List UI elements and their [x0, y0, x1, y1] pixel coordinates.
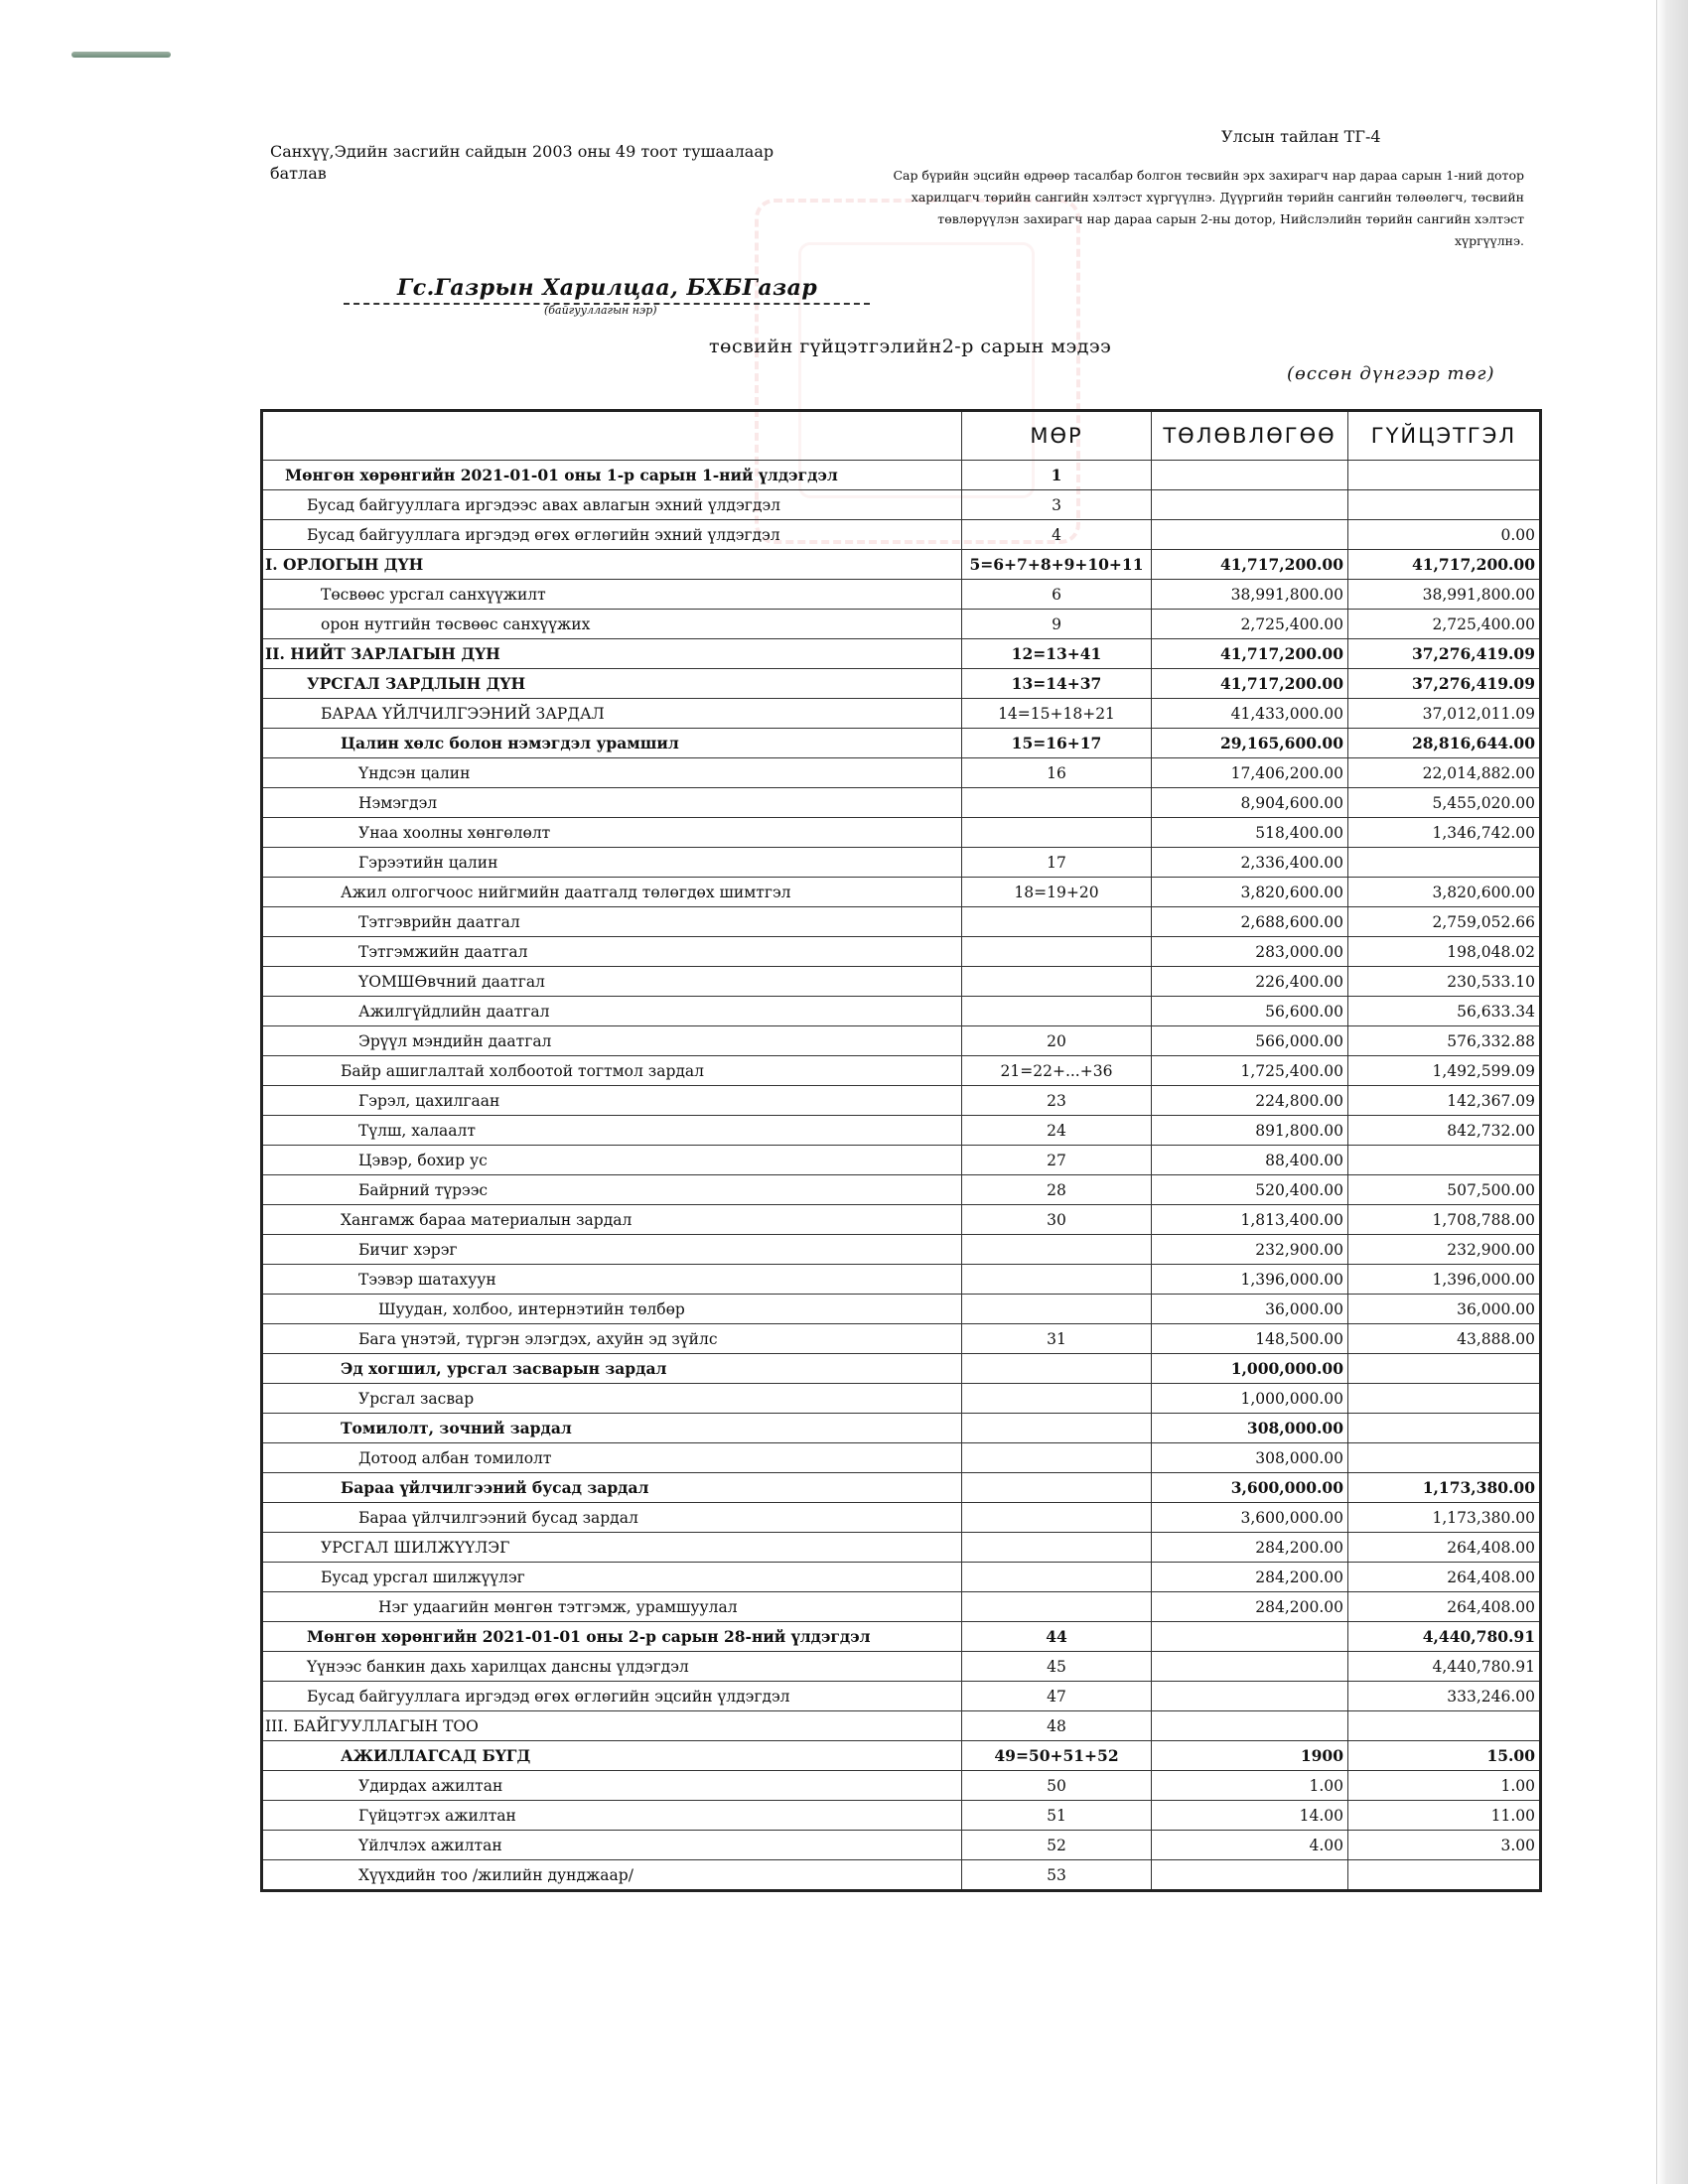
row-name: Түлш, халаалт — [262, 1116, 962, 1146]
table-row — [262, 1652, 1541, 1682]
row-code: 14=15+18+21 — [962, 699, 1152, 729]
row-actual-value: 1.00 — [1348, 1771, 1541, 1801]
row-actual-value: 3,820,600.00 — [1348, 878, 1541, 907]
table-row — [262, 639, 1541, 669]
row-actual-value: 4,440,780.91 — [1348, 1622, 1541, 1652]
header-row-number: МӨР — [962, 411, 1152, 461]
row-name: Гэрээтийн цалин — [262, 848, 962, 878]
row-name: Мөнгөн хөрөнгийн 2021-01-01 оны 1-р сарын 1-ний үлдэгдэл — [262, 461, 962, 490]
row-actual-value: 4,440,780.91 — [1348, 1652, 1541, 1682]
table-row — [262, 461, 1541, 490]
row-code — [962, 1384, 1152, 1414]
row-code: 44 — [962, 1622, 1152, 1652]
row-actual-value — [1348, 1711, 1541, 1741]
row-code: 17 — [962, 848, 1152, 878]
table-row — [262, 997, 1541, 1026]
row-actual-value: 232,900.00 — [1348, 1235, 1541, 1265]
header-plan: ТӨЛӨВЛӨГӨӨ — [1152, 411, 1348, 461]
row-plan-value: 41,717,200.00 — [1152, 669, 1348, 699]
row-name: орон нутгийн төсвөөс санхүүжих — [262, 610, 962, 639]
scan-page-edge — [1656, 0, 1688, 2184]
row-plan-value: 148,500.00 — [1152, 1324, 1348, 1354]
row-actual-value: 507,500.00 — [1348, 1175, 1541, 1205]
unit-note: (өссөн дүнгээр төг) — [1287, 363, 1495, 384]
header-name — [262, 411, 962, 461]
row-actual-value: 2,725,400.00 — [1348, 610, 1541, 639]
row-actual-value — [1348, 1414, 1541, 1443]
table-body — [262, 461, 1541, 1891]
row-plan-value: 308,000.00 — [1152, 1443, 1348, 1473]
row-actual-value: 576,332.88 — [1348, 1026, 1541, 1056]
row-code: 12=13+41 — [962, 639, 1152, 669]
row-name: Эд хогшил, урсгал засварын зардал — [262, 1354, 962, 1384]
row-plan-value: 2,725,400.00 — [1152, 610, 1348, 639]
table-row — [262, 1324, 1541, 1354]
row-actual-value: 37,276,419.09 — [1348, 639, 1541, 669]
row-plan-value: 41,717,200.00 — [1152, 639, 1348, 669]
row-name: Тэтгэврийн даатгал — [262, 907, 962, 937]
row-code: 50 — [962, 1771, 1152, 1801]
row-code — [962, 1533, 1152, 1563]
row-actual-value: 36,000.00 — [1348, 1295, 1541, 1324]
table-row — [262, 1563, 1541, 1592]
row-plan-value: 1,725,400.00 — [1152, 1056, 1348, 1086]
row-name: Бичиг хэрэг — [262, 1235, 962, 1265]
row-actual-value: 3.00 — [1348, 1831, 1541, 1860]
row-name: Бусад байгууллага иргэдэд өгөх өглөгийн эхний үлдэгдэл — [262, 520, 962, 550]
row-actual-value: 38,991,800.00 — [1348, 580, 1541, 610]
row-code: 4 — [962, 520, 1152, 550]
row-code: 27 — [962, 1146, 1152, 1175]
row-code — [962, 907, 1152, 937]
row-actual-value — [1348, 490, 1541, 520]
row-name: I. ОРЛОГЫН ДҮН — [262, 550, 962, 580]
organization-caption: (байгууллагын нэр) — [544, 304, 657, 317]
row-actual-value: 264,408.00 — [1348, 1592, 1541, 1622]
row-actual-value — [1348, 1384, 1541, 1414]
row-actual-value: 37,012,011.09 — [1348, 699, 1541, 729]
table-row — [262, 907, 1541, 937]
row-plan-value: 2,336,400.00 — [1152, 848, 1348, 878]
row-name: Мөнгөн хөрөнгийн 2021-01-01 оны 2-р сарын 28-ний үлдэгдэл — [262, 1622, 962, 1652]
row-actual-value: 264,408.00 — [1348, 1533, 1541, 1563]
row-name: БАРАА ҮЙЛЧИЛГЭЭНИЙ ЗАРДАЛ — [262, 699, 962, 729]
table-row — [262, 550, 1541, 580]
row-plan-value: 3,820,600.00 — [1152, 878, 1348, 907]
table-row — [262, 490, 1541, 520]
row-name: Төсвөөс урсгал санхүүжилт — [262, 580, 962, 610]
table-row — [262, 1295, 1541, 1324]
table-row — [262, 1443, 1541, 1473]
row-actual-value: 22,014,882.00 — [1348, 758, 1541, 788]
row-actual-value — [1348, 1860, 1541, 1891]
row-code: 18=19+20 — [962, 878, 1152, 907]
row-plan-value: 88,400.00 — [1152, 1146, 1348, 1175]
row-code — [962, 1414, 1152, 1443]
row-code: 16 — [962, 758, 1152, 788]
row-code: 23 — [962, 1086, 1152, 1116]
row-code: 31 — [962, 1324, 1152, 1354]
row-name: II. НИЙТ ЗАРЛАГЫН ДҮН — [262, 639, 962, 669]
row-name: Томилолт, зочний зардал — [262, 1414, 962, 1443]
row-code: 28 — [962, 1175, 1152, 1205]
table-row — [262, 1533, 1541, 1563]
row-code: 48 — [962, 1711, 1152, 1741]
row-code: 52 — [962, 1831, 1152, 1860]
row-code — [962, 1295, 1152, 1324]
row-name: Бусад урсгал шилжүүлэг — [262, 1563, 962, 1592]
table-row — [262, 1711, 1541, 1741]
row-code: 5=6+7+8+9+10+11 — [962, 550, 1152, 580]
table-row — [262, 937, 1541, 967]
row-plan-value: 3,600,000.00 — [1152, 1473, 1348, 1503]
organization-name: Гс.Газрын Харилцаа, БХБГазар — [397, 275, 818, 301]
row-plan-value: 38,991,800.00 — [1152, 580, 1348, 610]
row-plan-value: 1,813,400.00 — [1152, 1205, 1348, 1235]
table-row — [262, 669, 1541, 699]
table-header-row — [262, 411, 1541, 461]
row-code: 51 — [962, 1801, 1152, 1831]
table-row — [262, 758, 1541, 788]
table-row — [262, 1682, 1541, 1711]
row-actual-value — [1348, 461, 1541, 490]
row-actual-value: 11.00 — [1348, 1801, 1541, 1831]
row-actual-value: 842,732.00 — [1348, 1116, 1541, 1146]
table-row — [262, 729, 1541, 758]
table-row — [262, 1741, 1541, 1771]
row-code — [962, 1443, 1152, 1473]
table-row — [262, 610, 1541, 639]
table-row — [262, 788, 1541, 818]
row-code: 13=14+37 — [962, 669, 1152, 699]
row-code — [962, 1354, 1152, 1384]
row-plan-value: 566,000.00 — [1152, 1026, 1348, 1056]
row-code — [962, 1503, 1152, 1533]
row-code — [962, 967, 1152, 997]
row-name: Урсгал засвар — [262, 1384, 962, 1414]
row-name: Нэг удаагийн мөнгөн тэтгэмж, урамшуулал — [262, 1592, 962, 1622]
table-row — [262, 1056, 1541, 1086]
row-code — [962, 1592, 1152, 1622]
row-actual-value: 15.00 — [1348, 1741, 1541, 1771]
row-actual-value: 28,816,644.00 — [1348, 729, 1541, 758]
row-actual-value — [1348, 1146, 1541, 1175]
table-row — [262, 1026, 1541, 1056]
row-plan-value: 1900 — [1152, 1741, 1348, 1771]
table-row — [262, 818, 1541, 848]
row-actual-value: 1,173,380.00 — [1348, 1503, 1541, 1533]
row-code — [962, 1235, 1152, 1265]
row-name: Байр ашиглалтай холбоотой тогтмол зардал — [262, 1056, 962, 1086]
row-plan-value: 284,200.00 — [1152, 1533, 1348, 1563]
row-name: Байрний түрээс — [262, 1175, 962, 1205]
row-actual-value: 1,173,380.00 — [1348, 1473, 1541, 1503]
row-name: Тэтгэмжийн даатгал — [262, 937, 962, 967]
row-code: 24 — [962, 1116, 1152, 1146]
table-row — [262, 1592, 1541, 1622]
row-code: 21=22+...+36 — [962, 1056, 1152, 1086]
table-row — [262, 967, 1541, 997]
row-actual-value: 0.00 — [1348, 520, 1541, 550]
row-code — [962, 818, 1152, 848]
row-name: Ажил олгогчоос нийгмийн даатгалд төлөгдөх шимтгэл — [262, 878, 962, 907]
row-plan-value: 308,000.00 — [1152, 1414, 1348, 1443]
row-name: Гэрэл, цахилгаан — [262, 1086, 962, 1116]
row-code: 15=16+17 — [962, 729, 1152, 758]
table-row — [262, 1384, 1541, 1414]
row-name: Хангамж бараа материалын зардал — [262, 1205, 962, 1235]
row-plan-value: 283,000.00 — [1152, 937, 1348, 967]
row-actual-value: 37,276,419.09 — [1348, 669, 1541, 699]
row-code: 47 — [962, 1682, 1152, 1711]
row-code: 3 — [962, 490, 1152, 520]
table-row — [262, 878, 1541, 907]
row-name: Шуудан, холбоо, интернэтийн төлбөр — [262, 1295, 962, 1324]
row-name: Тээвэр шатахуун — [262, 1265, 962, 1295]
row-plan-value: 41,717,200.00 — [1152, 550, 1348, 580]
row-actual-value: 2,759,052.66 — [1348, 907, 1541, 937]
row-name: УРСГАЛ ШИЛЖҮҮЛЭГ — [262, 1533, 962, 1563]
row-code — [962, 937, 1152, 967]
row-name: ҮОМШӨвчний даатгал — [262, 967, 962, 997]
table-row — [262, 1622, 1541, 1652]
row-plan-value: 520,400.00 — [1152, 1175, 1348, 1205]
row-name: Унаа хоолны хөнгөлөлт — [262, 818, 962, 848]
row-actual-value: 198,048.02 — [1348, 937, 1541, 967]
row-plan-value — [1152, 1622, 1348, 1652]
row-name: Гүйцэтгэх ажилтан — [262, 1801, 962, 1831]
row-name: Бусад байгууллага иргэдээс авах авлагын эхний үлдэгдэл — [262, 490, 962, 520]
row-name: Цэвэр, бохир ус — [262, 1146, 962, 1175]
row-plan-value: 518,400.00 — [1152, 818, 1348, 848]
row-plan-value — [1152, 490, 1348, 520]
row-plan-value — [1152, 461, 1348, 490]
table-row — [262, 699, 1541, 729]
row-plan-value: 891,800.00 — [1152, 1116, 1348, 1146]
table-row — [262, 1473, 1541, 1503]
row-plan-value — [1152, 1682, 1348, 1711]
row-plan-value: 1,000,000.00 — [1152, 1384, 1348, 1414]
row-plan-value: 226,400.00 — [1152, 967, 1348, 997]
row-plan-value: 8,904,600.00 — [1152, 788, 1348, 818]
row-actual-value: 230,533.10 — [1348, 967, 1541, 997]
table-row — [262, 1801, 1541, 1831]
row-plan-value: 17,406,200.00 — [1152, 758, 1348, 788]
row-plan-value — [1152, 520, 1348, 550]
row-code: 30 — [962, 1205, 1152, 1235]
table-row — [262, 1831, 1541, 1860]
row-name: Үүнээс банкин дахь харилцах дансны үлдэгдэл — [262, 1652, 962, 1682]
row-code: 9 — [962, 610, 1152, 639]
row-code: 6 — [962, 580, 1152, 610]
table-row — [262, 1116, 1541, 1146]
row-actual-value: 1,492,599.09 — [1348, 1056, 1541, 1086]
row-plan-value — [1152, 1652, 1348, 1682]
table-row — [262, 1860, 1541, 1891]
table-row — [262, 1205, 1541, 1235]
row-code — [962, 1265, 1152, 1295]
submission-instructions: Сар бүрийн эцсийн өдрөөр тасалбар болгон төсвийн эрх захирагч нар дараа сарын 1-ний дотор харилцагч төрийн сангийн хэлтэст хүргүүлнэ. Дүүргийн төрийн сангийн төлөөлөгч, төсвийн төвлөрүүлэн захирагч нар дараа сарын 2-ны дотор, Нийслэлийн төрийн сангийн хэлтэст хүргүүлнэ. — [893, 168, 1524, 248]
row-name: Үйлчлэх ажилтан — [262, 1831, 962, 1860]
row-plan-value: 1.00 — [1152, 1771, 1348, 1801]
row-name: АЖИЛЛАГСАД БҮГД — [262, 1741, 962, 1771]
row-plan-value: 4.00 — [1152, 1831, 1348, 1860]
row-code — [962, 1473, 1152, 1503]
row-actual-value: 5,455,020.00 — [1348, 788, 1541, 818]
row-actual-value: 1,346,742.00 — [1348, 818, 1541, 848]
row-plan-value: 3,600,000.00 — [1152, 1503, 1348, 1533]
row-name: Удирдах ажилтан — [262, 1771, 962, 1801]
row-code: 45 — [962, 1652, 1152, 1682]
row-name: Бараа үйлчилгээний бусад зардал — [262, 1473, 962, 1503]
row-code: 49=50+51+52 — [962, 1741, 1152, 1771]
row-code: 53 — [962, 1860, 1152, 1891]
row-plan-value: 56,600.00 — [1152, 997, 1348, 1026]
row-name: Нэмэгдэл — [262, 788, 962, 818]
row-name: III. БАЙГУУЛЛАГЫН ТОО — [262, 1711, 962, 1741]
row-name: Хүүхдийн тоо /жилийн дунджаар/ — [262, 1860, 962, 1891]
table-row — [262, 1503, 1541, 1533]
row-code — [962, 1563, 1152, 1592]
row-name: Бараа үйлчилгээний бусад зардал — [262, 1503, 962, 1533]
row-plan-value: 14.00 — [1152, 1801, 1348, 1831]
report-title: төсвийн гүйцэтгэлийн2-р сарын мэдээ — [709, 336, 1112, 357]
row-plan-value: 232,900.00 — [1152, 1235, 1348, 1265]
row-code: 20 — [962, 1026, 1152, 1056]
row-name: Дотоод албан томилолт — [262, 1443, 962, 1473]
row-actual-value: 56,633.34 — [1348, 997, 1541, 1026]
row-plan-value: 36,000.00 — [1152, 1295, 1348, 1324]
row-code: 1 — [962, 461, 1152, 490]
row-actual-value: 264,408.00 — [1348, 1563, 1541, 1592]
row-plan-value: 284,200.00 — [1152, 1563, 1348, 1592]
staple-mark — [71, 52, 171, 58]
row-actual-value: 41,717,200.00 — [1348, 550, 1541, 580]
table-row — [262, 520, 1541, 550]
row-name: Цалин хөлс болон нэмэгдэл урамшил — [262, 729, 962, 758]
report-code: Улсын тайлан ТГ-4 — [1221, 127, 1381, 146]
row-plan-value — [1152, 1860, 1348, 1891]
row-actual-value: 142,367.09 — [1348, 1086, 1541, 1116]
row-actual-value: 43,888.00 — [1348, 1324, 1541, 1354]
table-row — [262, 1771, 1541, 1801]
row-name: Ажилгүйдлийн даатгал — [262, 997, 962, 1026]
table-row — [262, 848, 1541, 878]
row-plan-value: 41,433,000.00 — [1152, 699, 1348, 729]
table-row — [262, 1354, 1541, 1384]
row-actual-value — [1348, 1443, 1541, 1473]
row-plan-value: 284,200.00 — [1152, 1592, 1348, 1622]
row-plan-value: 224,800.00 — [1152, 1086, 1348, 1116]
row-plan-value: 1,000,000.00 — [1152, 1354, 1348, 1384]
row-actual-value: 1,396,000.00 — [1348, 1265, 1541, 1295]
approval-note: Санхүү,Эдийн засгийн сайдын 2003 оны 49 тоот тушаалаар батлав — [270, 142, 774, 183]
row-plan-value — [1152, 1711, 1348, 1741]
row-name: Эрүүл мэндийн даатгал — [262, 1026, 962, 1056]
table-row — [262, 1235, 1541, 1265]
row-actual-value: 333,246.00 — [1348, 1682, 1541, 1711]
table-row — [262, 1175, 1541, 1205]
row-plan-value: 29,165,600.00 — [1152, 729, 1348, 758]
row-plan-value: 1,396,000.00 — [1152, 1265, 1348, 1295]
row-actual-value — [1348, 848, 1541, 878]
header-actual: ГҮЙЦЭТГЭЛ — [1348, 411, 1541, 461]
table-row — [262, 580, 1541, 610]
row-plan-value: 2,688,600.00 — [1152, 907, 1348, 937]
table-row — [262, 1414, 1541, 1443]
row-name: Үндсэн цалин — [262, 758, 962, 788]
row-actual-value — [1348, 1354, 1541, 1384]
row-actual-value: 1,708,788.00 — [1348, 1205, 1541, 1235]
row-name: Бага үнэтэй, түргэн элэгдэх, ахуйн эд зүйлс — [262, 1324, 962, 1354]
row-code — [962, 788, 1152, 818]
table-row — [262, 1265, 1541, 1295]
row-name: УРСГАЛ ЗАРДЛЫН ДҮН — [262, 669, 962, 699]
table-row — [262, 1146, 1541, 1175]
budget-table — [260, 409, 1542, 1892]
table-row — [262, 1086, 1541, 1116]
row-name: Бусад байгууллага иргэдэд өгөх өглөгийн эцсийн үлдэгдэл — [262, 1682, 962, 1711]
row-code — [962, 997, 1152, 1026]
